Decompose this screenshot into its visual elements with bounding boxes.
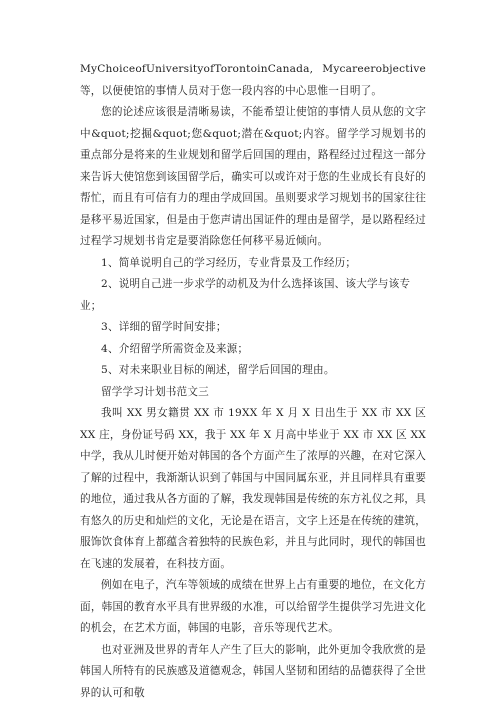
paragraph-university-choice: MyChoiceofUniversityofTorontoinCanada, Mycareerobjective 等，以便使馆的事情人员对于您一段内容的中心思惟一目明了。 — [80, 59, 426, 102]
paragraph-introduction: 我叫 XX 男女籍贯 XX 市 19XX 年 X 月 X 日出生于 XX 市 XX 区 XX 庄，身份证号码 XX，我于 XX 年 X 月高中毕业于 XX 市 XX 区 XX 中学，我从儿时便开始对韩国的各个方面产生了浓厚的兴趣，在对它深入了解的过程中，我渐渐认识到了韩国与中国同属东亚，并且同样具有重要的地位，通过我从各方面的了解，我发现韩国是传统的东方礼仪之邦，具有悠久的历史和灿烂的文化，无论是在语言，文字上还是在传统的建筑，服饰饮食体育上都蕴含着独特的民族色彩，并且与此同时，现代的韩国也在飞速的发展着，在科技方面。 — [80, 403, 426, 575]
list-item-4: 4、介绍留学所需资金及来源； — [80, 339, 426, 361]
list-item-3: 3、详细的留学时间安排； — [80, 317, 426, 339]
paragraph-electronics: 例如在电子，汽车等领域的成绩在世界上占有重要的地位，在文化方面，韩国的教育水平具有世界级的水准，可以给留学生提供学习先进文化的机会，在艺术方面，韩国的电影，音乐等现代艺术。 — [80, 575, 426, 640]
list-item-2: 2、说明自己进一步求学的动机及为什么选择该国、该大学与该专业； — [80, 274, 426, 317]
list-item-5: 5、对未来职业目标的阐述，留学后回国的理由。 — [80, 360, 426, 382]
section-heading: 留学学习计划书范文三 — [80, 382, 426, 404]
paragraph-influence: 也对亚洲及世界的青年人产生了巨大的影响，此外更加令我欣赏的是韩国人所特有的民族感及道德观念，韩国人坚韧和团结的品德获得了全世界的认可和敬 — [80, 640, 426, 704]
document-body — [80, 59, 426, 704]
list-item-1: 1、简单说明自己的学习经历，专业背景及工作经历； — [80, 253, 426, 275]
paragraph-clear-writing: 您的论述应该很是清晰易读，不能希望让使馆的事情人员从您的文字中&quot;挖掘&quot;您&quot;潜在&quot;内容。留学学习规划书的重点部分是将来的生业规划和留学后回国的理由，路程经过过程这一部分来告诉大使馆您到该国留学后，确实可以或许对于您的生业成长有良好的帮忙，而且有可信有力的理由学成回国。虽则要求学习规划书的国家往往是移平易近国家，但是由于您声请出国证件的理由是留学，是以路程经过过程学习规划书肯定是要消除您任何移平易近倾向。 — [80, 102, 426, 253]
